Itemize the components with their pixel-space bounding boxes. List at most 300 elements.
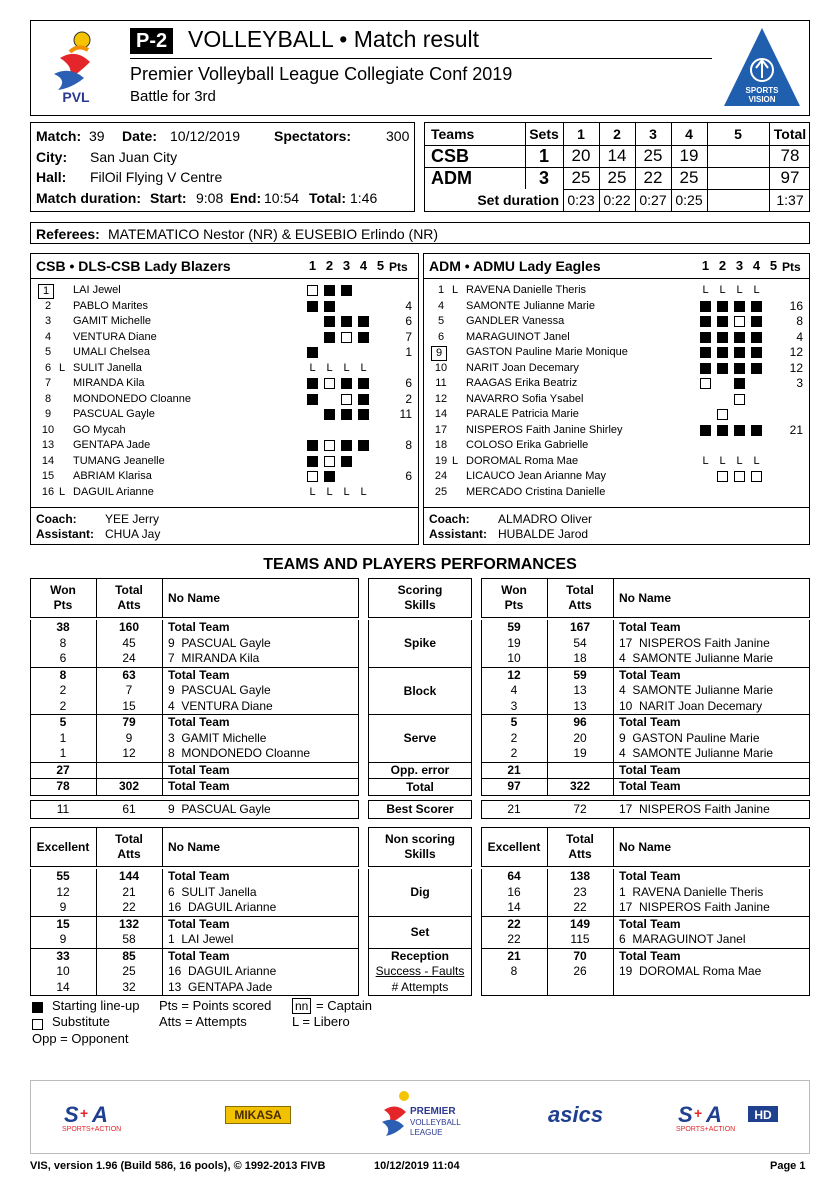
legend-libero: L = Libero <box>292 1014 350 1029</box>
svg-text:+: + <box>80 1105 89 1121</box>
perf-grid-line <box>96 827 97 867</box>
perf-name: Total Team <box>619 916 681 931</box>
perf-col-header: No Name <box>619 840 672 854</box>
pts-header: Pts <box>782 260 801 274</box>
perf-value: 9 <box>59 900 67 914</box>
perf-value: 8 <box>59 667 67 682</box>
starter-square <box>341 316 352 327</box>
perf-header-box <box>30 827 359 867</box>
perf-grid-line <box>547 715 548 762</box>
player-number: 4 <box>44 330 52 343</box>
player-number: 8 <box>44 392 52 405</box>
perf-name: Total Team <box>168 948 230 963</box>
perf-name: 9 PASCUAL Gayle <box>168 683 271 697</box>
player-name: SULIT Janella <box>73 361 142 374</box>
player-name: DOROMAL Roma Mae <box>466 454 579 467</box>
perf-grid-line <box>96 869 97 916</box>
pts-header: Pts <box>389 260 408 274</box>
perf-atts: 26 <box>573 964 587 978</box>
player-name: TUMANG Jeanelle <box>73 454 165 467</box>
perf-value: 38 <box>56 620 70 634</box>
best-scorer-box <box>30 800 359 819</box>
roster-divider <box>31 507 418 508</box>
perf-value: 12 <box>56 884 70 899</box>
player-number: 24 <box>434 470 448 482</box>
svg-text:VOLLEYBALL: VOLLEYBALL <box>410 1118 461 1127</box>
perf-atts: 12 <box>122 746 136 760</box>
footer-page: Page 1 <box>770 1160 806 1172</box>
player-points: 6 <box>405 314 412 328</box>
perf-atts: 22 <box>573 900 587 914</box>
score-cell <box>707 167 769 189</box>
perf-atts: 13 <box>573 698 587 713</box>
hall-label: Hall: <box>36 169 67 185</box>
perf-group-box <box>481 763 810 780</box>
player-name: NAVARRO Sofia Ysabel <box>466 392 584 405</box>
libero-set-marker: L <box>343 361 350 374</box>
starter-square <box>751 363 762 374</box>
starter-square <box>734 332 745 343</box>
set-header: 4 <box>752 258 761 273</box>
substitute-square <box>734 394 745 405</box>
legend-captain: = Captain <box>316 998 373 1013</box>
libero-set-marker: L <box>753 284 760 296</box>
starter-square <box>751 316 762 327</box>
score-grid-line <box>707 123 708 211</box>
perf-grid-line <box>613 827 614 867</box>
best-scorer-atts: 72 <box>573 802 587 816</box>
perf-name: 6 SULIT Janella <box>168 884 257 899</box>
score-cell: 25 <box>643 146 663 165</box>
perf-group-box <box>30 949 359 997</box>
set-duration-cell: 0:25 <box>675 192 703 208</box>
starter-square <box>717 425 728 436</box>
starter-square <box>751 425 762 436</box>
starter-square <box>324 316 335 327</box>
start-value: 9:08 <box>196 190 224 206</box>
player-points: 3 <box>796 376 803 390</box>
set-duration-cell: 1:37 <box>776 192 804 208</box>
perf-atts: 32 <box>122 979 136 994</box>
assistant-label: Assistant: <box>36 527 95 541</box>
coach-label: Coach: <box>429 512 470 526</box>
footer-version: VIS, version 1.96 (Build 586, 16 pools), © 1992-2013 FIVB <box>30 1160 326 1172</box>
perf-col-header: Total Atts <box>566 832 594 861</box>
perf-value: 4 <box>510 683 518 697</box>
starter-square <box>358 440 369 451</box>
perf-name: 4 SAMONTE Julianne Marie <box>619 651 774 665</box>
starter-square <box>717 316 728 327</box>
score-grid-line <box>671 123 672 211</box>
set-duration-cell <box>707 189 769 211</box>
date-label: Date: <box>122 128 158 144</box>
starter-square <box>734 378 745 389</box>
skill-name-box <box>368 917 472 949</box>
score-grid-line <box>425 167 809 168</box>
perf-value: 22 <box>507 932 521 946</box>
perf-grid-line <box>162 917 163 948</box>
libero-set-marker: L <box>702 284 709 296</box>
substitute-square <box>341 394 352 405</box>
starter-square <box>324 471 335 482</box>
team-b-roster <box>423 253 810 545</box>
team-a-roster <box>30 253 419 545</box>
score-cell: 3 <box>538 168 549 188</box>
substitute-square <box>734 316 745 327</box>
perf-grid-line <box>162 779 163 795</box>
perf-grid-line <box>547 578 548 618</box>
player-points: 4 <box>796 329 803 344</box>
starter-square <box>700 363 711 374</box>
perf-col-header: No Name <box>168 840 221 854</box>
starter-square <box>717 301 728 312</box>
perf-atts: 63 <box>122 667 136 682</box>
perf-value: 2 <box>510 746 518 760</box>
perf-grid-line <box>547 779 548 795</box>
libero-marker: L <box>452 454 459 467</box>
perf-grid-line <box>162 869 163 916</box>
player-name: GENTAPA Jade <box>73 439 151 451</box>
perf-value: 8 <box>59 635 67 650</box>
perf-grid-line <box>162 668 163 715</box>
player-number: 9 <box>44 408 52 420</box>
libero-set-marker: L <box>326 361 333 374</box>
starter-square <box>307 440 318 451</box>
substitute-square <box>307 285 318 296</box>
player-name: ABRIAM Klarisa <box>73 470 152 482</box>
perf-name: Total Team <box>619 667 681 682</box>
perf-col-header: Total Atts <box>566 583 594 612</box>
perf-atts: 9 <box>125 730 133 745</box>
player-number: 13 <box>41 439 55 451</box>
set-header: 3 <box>342 258 351 273</box>
substitute-square <box>751 471 762 482</box>
end-value: 10:54 <box>264 190 300 206</box>
perf-atts: 18 <box>573 651 587 665</box>
starter-square <box>734 347 745 358</box>
svg-text:SPORTS+ACTION: SPORTS+ACTION <box>676 1126 736 1133</box>
sponsor-asics-logo: asics <box>548 1102 604 1127</box>
perf-name: 8 MONDONEDO Cloanne <box>168 746 311 760</box>
perf-group-box <box>481 917 810 949</box>
svg-text:SPORTS: SPORTS <box>745 86 779 95</box>
set-duration-cell: 0:27 <box>639 192 667 208</box>
perf-name: Total Team <box>168 869 230 883</box>
perf-grid-line <box>613 869 614 916</box>
assistant-name: HUBALDE Jarod <box>498 527 589 541</box>
best-scorer-name: 17 NISPEROS Faith Janine <box>619 802 770 816</box>
start-label: Start: <box>150 190 187 206</box>
score-grid-line <box>425 145 809 146</box>
perf-header-box <box>30 578 359 618</box>
libero-marker: L <box>59 485 66 498</box>
starter-square <box>324 409 335 420</box>
player-name: MIRANDA Kila <box>73 377 145 389</box>
player-number: 12 <box>434 392 448 405</box>
player-name: RAAGAS Erika Beatriz <box>466 377 578 389</box>
perf-grid-line <box>96 715 97 762</box>
legend-starting-square <box>32 1002 43 1013</box>
best-scorer-label: Best Scorer <box>368 800 472 819</box>
perf-grid-line <box>162 827 163 867</box>
set-header: 1 <box>308 258 317 273</box>
skill-name: Opp. error <box>368 763 472 780</box>
perf-value: 6 <box>59 651 67 665</box>
perf-col-header: No Name <box>619 591 672 605</box>
perf-value: 1 <box>59 730 67 745</box>
player-name: PASCUAL Gayle <box>73 408 155 420</box>
player-number: 7 <box>44 377 52 389</box>
score-cell: 19 <box>679 146 699 165</box>
perf-value: 21 <box>507 948 521 963</box>
starter-square <box>341 440 352 451</box>
starter-square <box>358 378 369 389</box>
perf-value: 9 <box>59 932 67 946</box>
svg-text:+: + <box>694 1105 703 1121</box>
perf-atts: 302 <box>118 779 140 793</box>
perf-name: Total Team <box>168 916 230 931</box>
perf-grid-line <box>613 779 614 795</box>
player-name: LAI Jewel <box>73 284 121 296</box>
svg-text:S: S <box>64 1102 79 1127</box>
perf-col-header: Won Pts <box>50 583 76 612</box>
player-name: LICAUCO Jean Arianne May <box>466 470 607 482</box>
starter-square <box>358 332 369 343</box>
skill-name-box <box>368 949 472 997</box>
match-date: 10/12/2019 <box>170 128 241 144</box>
perf-atts: 79 <box>122 715 136 729</box>
perf-name: Total Team <box>168 762 230 777</box>
svg-text:VISION: VISION <box>748 95 776 104</box>
score-grid-line <box>525 123 526 189</box>
perf-value: 10 <box>56 964 70 978</box>
skill-subtitle: Success - Faults <box>375 964 465 978</box>
perf-name: 13 GENTAPA Jade <box>168 979 273 994</box>
perf-name: 16 DAGUIL Arianne <box>168 900 277 914</box>
perf-group-box <box>30 869 359 917</box>
sports-vision-logo <box>720 24 804 110</box>
perf-atts: 96 <box>573 715 587 729</box>
perf-atts: 54 <box>573 635 587 650</box>
perf-col-header: Total Atts <box>115 583 143 612</box>
perf-col-header: Won Pts <box>501 583 527 612</box>
player-points: 1 <box>405 345 412 359</box>
perf-value: 5 <box>510 715 518 729</box>
set-header: 5 <box>376 258 385 273</box>
perf-name: Total Team <box>619 869 681 883</box>
sponsor-sa-hd-logo <box>672 1098 784 1134</box>
player-name: GO Mycah <box>73 423 126 436</box>
skill-name: Serve <box>368 715 472 763</box>
perf-grid-line <box>547 869 548 916</box>
substitute-square <box>324 456 335 467</box>
best-scorer-points: 11 <box>56 802 70 816</box>
legend-pts: Pts = Points scored <box>159 998 272 1013</box>
svg-text:HD: HD <box>754 1108 772 1122</box>
perf-atts: 160 <box>118 620 140 634</box>
perf-group-box <box>481 949 810 997</box>
coach-name: YEE Jerry <box>105 512 160 526</box>
svg-text:PREMIER: PREMIER <box>410 1106 456 1117</box>
perf-name: 1 RAVENA Danielle Theris <box>619 884 764 899</box>
perf-grid-line <box>162 763 163 779</box>
starter-square <box>717 347 728 358</box>
best-scorer-atts: 61 <box>122 802 136 816</box>
substitute-square <box>341 332 352 343</box>
score-header-cell: 2 <box>613 126 621 142</box>
perf-atts: 115 <box>570 932 590 946</box>
legend-atts: Atts = Attempts <box>159 1014 247 1029</box>
svg-text:PVL: PVL <box>62 89 90 105</box>
perf-name: 4 VENTURA Diane <box>168 698 273 713</box>
set-duration-cell: 0:22 <box>603 192 631 208</box>
perf-name: 6 MARAGUINOT Janel <box>619 932 746 946</box>
starter-square <box>358 394 369 405</box>
roster-divider <box>424 507 809 508</box>
duration-label: Match duration: <box>36 190 141 206</box>
starter-square <box>341 285 352 296</box>
perf-value: 3 <box>510 698 518 713</box>
legend-substitute: Substitute <box>52 1014 110 1029</box>
starter-square <box>734 301 745 312</box>
svg-text:S: S <box>678 1102 693 1127</box>
perf-grid-line <box>547 668 548 715</box>
player-number: 4 <box>437 299 445 312</box>
perf-atts: 70 <box>573 948 587 963</box>
perf-col-header: Total Atts <box>115 832 143 861</box>
perf-atts: 58 <box>122 932 136 946</box>
coach-label: Coach: <box>36 512 77 526</box>
coach-name: ALMADRO Oliver <box>498 512 593 526</box>
perf-atts: 85 <box>122 948 136 963</box>
player-number: 15 <box>41 470 55 482</box>
perf-value: 19 <box>507 635 521 650</box>
perf-value: 2 <box>59 698 67 713</box>
perf-grid-line <box>162 578 163 618</box>
perf-name: Total Team <box>619 779 681 793</box>
score-table <box>424 122 810 212</box>
score-cell <box>707 145 769 167</box>
perf-grid-line <box>162 620 163 667</box>
starter-square <box>324 332 335 343</box>
perf-name: 7 MIRANDA Kila <box>168 651 260 665</box>
performance-title: TEAMS AND PLAYERS PERFORMANCES <box>263 556 577 573</box>
player-name: NARIT Joan Decemary <box>466 361 579 374</box>
perf-grid-line <box>96 917 97 948</box>
perf-name: Total Team <box>168 715 230 729</box>
spectators-value: 300 <box>386 128 410 144</box>
player-name: SAMONTE Julianne Marie <box>466 299 595 312</box>
perf-name: Total Team <box>619 762 681 777</box>
spectators-label: Spectators: <box>274 128 352 144</box>
player-number: 6 <box>437 330 445 343</box>
starter-square <box>341 378 352 389</box>
perf-grid-line <box>547 620 548 667</box>
starter-square <box>307 394 318 405</box>
starter-square <box>341 456 352 467</box>
perf-group-box <box>30 620 359 668</box>
score-header-cell: Sets <box>529 126 559 142</box>
perf-col-header: Excellent <box>36 839 90 854</box>
player-number: 1 <box>437 284 445 296</box>
perf-atts: 138 <box>569 869 591 883</box>
substitute-square <box>717 471 728 482</box>
libero-set-marker: L <box>736 284 743 296</box>
player-number: 17 <box>434 423 448 436</box>
score-cell: 97 <box>780 168 800 187</box>
player-points: 12 <box>789 360 803 375</box>
set-header: 4 <box>359 258 368 273</box>
player-points: 7 <box>405 329 412 344</box>
substitute-square <box>324 378 335 389</box>
player-number: 18 <box>434 439 448 451</box>
perf-grid-line <box>613 668 614 715</box>
player-name: MERCADO Cristina Danielle <box>466 485 606 498</box>
perf-atts: 22 <box>122 900 136 914</box>
starter-square <box>358 409 369 420</box>
skill-name: Reception <box>390 948 449 963</box>
perf-header-box <box>481 827 810 867</box>
perf-grid-line <box>96 668 97 715</box>
perf-value: 16 <box>507 884 521 899</box>
perf-value: 59 <box>507 620 521 634</box>
skill-name: Spike <box>368 620 472 668</box>
captain-number: 1 <box>38 284 54 299</box>
league-name: Premier Volleyball League Collegiate Conf 2019 <box>130 64 513 84</box>
perf-atts: 167 <box>569 620 591 634</box>
skill-name: Dig <box>410 885 430 900</box>
perf-header-box <box>481 578 810 618</box>
assistant-name: CHUA Jay <box>105 527 161 541</box>
perf-name: 16 DAGUIL Arianne <box>168 964 277 978</box>
roster-divider <box>31 278 418 279</box>
perf-atts: 21 <box>122 884 136 899</box>
starter-square <box>700 332 711 343</box>
perf-value: 5 <box>59 715 67 729</box>
perf-value: 14 <box>507 900 521 914</box>
player-number: 10 <box>434 361 448 374</box>
player-number: 10 <box>41 423 55 436</box>
libero-set-marker: L <box>736 454 743 467</box>
perf-group-box <box>30 917 359 949</box>
perf-atts: 132 <box>118 916 140 931</box>
perf-name: 4 SAMONTE Julianne Marie <box>619 746 774 760</box>
set-duration-label: Set duration <box>477 192 559 208</box>
perf-atts: 45 <box>122 635 136 650</box>
starter-square <box>751 301 762 312</box>
perf-grid-line <box>613 949 614 996</box>
perf-grid-line <box>96 578 97 618</box>
player-points: 8 <box>405 438 412 452</box>
perf-value: 97 <box>507 779 521 793</box>
starter-square <box>324 301 335 312</box>
libero-set-marker: L <box>719 454 726 467</box>
starter-square <box>307 456 318 467</box>
perf-value: 15 <box>56 916 70 931</box>
player-number: 16 <box>41 485 55 498</box>
perf-grid-line <box>613 763 614 779</box>
best-scorer-points: 21 <box>507 802 521 816</box>
city-label: City: <box>36 149 68 165</box>
score-header-cell: 4 <box>685 126 693 142</box>
score-cell: 1 <box>538 146 549 166</box>
skill-name: Set <box>410 925 430 939</box>
perf-grid-line <box>96 949 97 996</box>
starter-square <box>358 316 369 327</box>
score-cell: 78 <box>780 146 800 165</box>
libero-set-marker: L <box>326 485 333 498</box>
perf-grid-line <box>613 620 614 667</box>
